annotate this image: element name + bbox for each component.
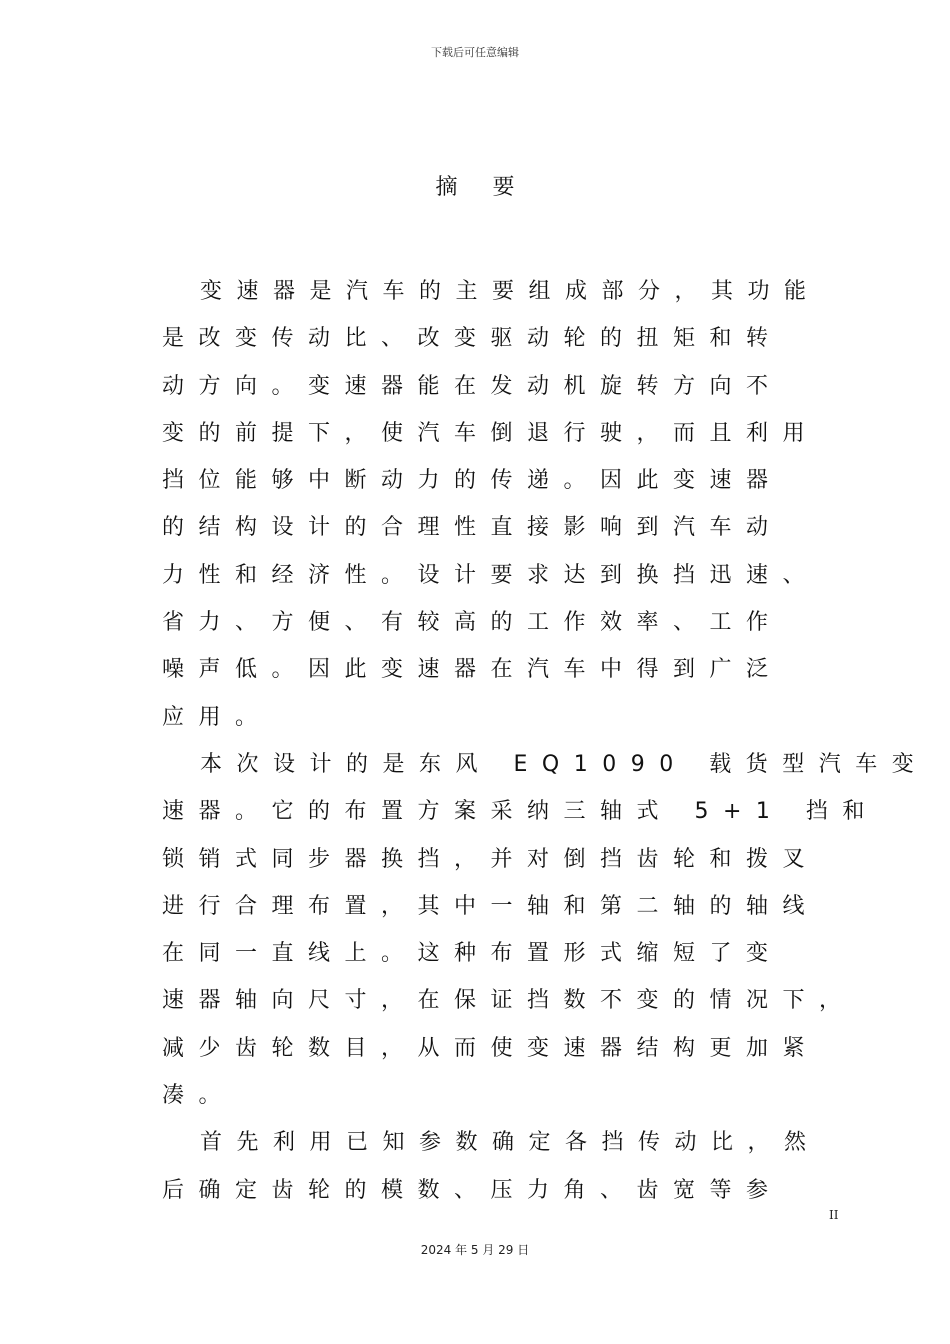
text-line: 应用。	[162, 704, 272, 730]
text-line: 锁销式同步器换挡，并对倒挡齿轮和拨叉	[162, 846, 820, 872]
text-line: 的结构设计的合理性直接影响到汽车动	[162, 515, 783, 541]
text-line: 是改变传动比、改变驱动轮的扭矩和转	[162, 326, 783, 352]
text-line: 首先利用已知参数确定各挡传动比，然	[200, 1130, 821, 1156]
text-line: 力性和经济性。设计要求达到换挡迅速、	[162, 562, 820, 588]
text-line: 凑。	[162, 1083, 236, 1109]
page-title: 摘 要	[435, 175, 529, 200]
text-line: 进行合理布置，其中一轴和第二轴的轴线	[162, 893, 820, 919]
text-line: 在同一直线上。这种布置形式缩短了变	[162, 941, 783, 967]
text-line: 变速器是汽车的主要组成部分，其功能	[200, 279, 821, 304]
text-line: 噪声低。因此变速器在汽车中得到广泛	[162, 657, 783, 683]
text-line: 省力、方便、有较高的工作效率、工作	[162, 610, 783, 636]
page-number: II	[829, 1208, 839, 1222]
text-line: 挡位能够中断动力的传递。因此变速器	[162, 468, 783, 494]
footer-date: 2024 年 5 月 29 日	[420, 1243, 530, 1257]
text-line: 本次设计的是东风 EQ1090 载货型汽车变	[200, 751, 929, 777]
header-note: 下载后可任意编辑	[431, 46, 519, 59]
abstract-body	[162, 268, 929, 1214]
text-line: 动方向。变速器能在发动机旋转方向不	[162, 373, 783, 399]
text-line: 速器。它的布置方案采纳三轴式 5+1 挡和	[162, 799, 879, 825]
text-line: 速器轴向尺寸，在保证挡数不变的情况下，	[162, 988, 856, 1014]
text-line: 减少齿轮数目，从而使变速器结构更加紧	[162, 1035, 820, 1061]
text-line: 后确定齿轮的模数、压力角、齿宽等参	[162, 1177, 783, 1203]
text-line: 变的前提下，使汽车倒退行驶，而且利用	[162, 420, 820, 446]
